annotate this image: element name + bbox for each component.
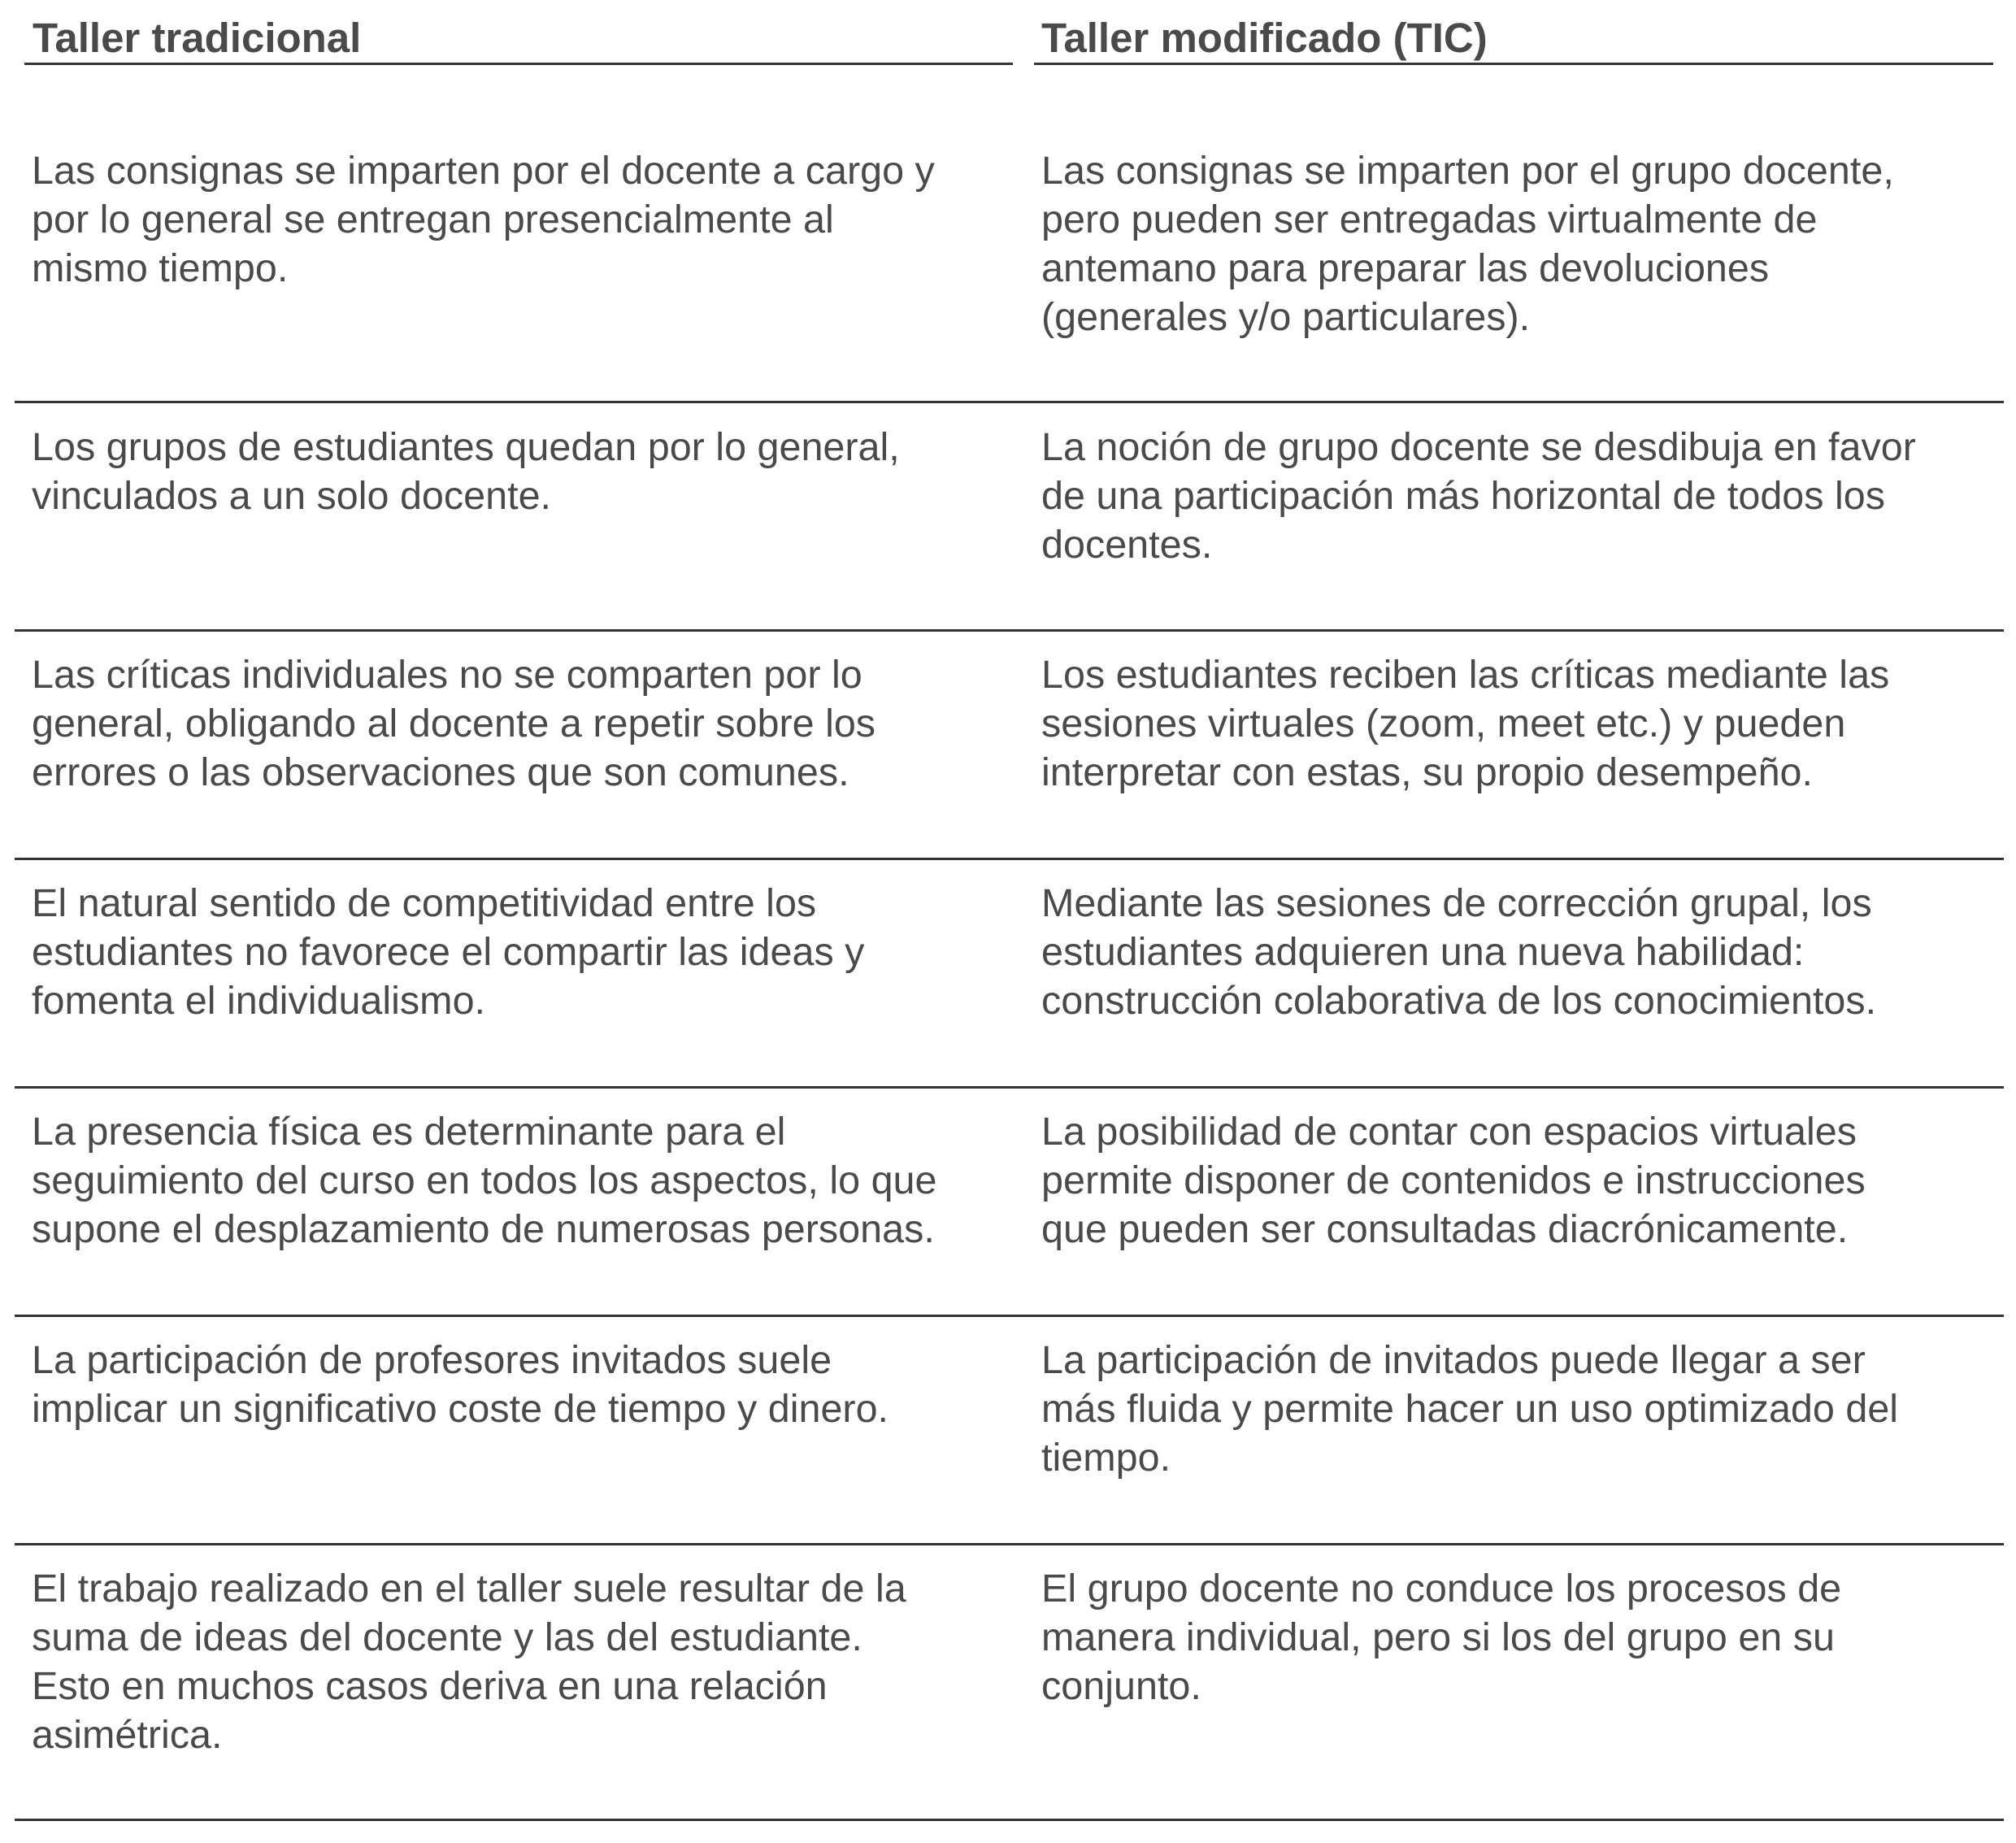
row-3-modified-cell [1041,650,1996,797]
header-taller-modificado: Taller modificado (TIC) [1034,11,1993,65]
line: El grupo docente no conduce los procesos de [1041,1567,1842,1610]
line: El natural sentido de competitividad entre los [32,881,817,925]
line: más fluida y permite hacer un uso optimizado del [1041,1387,1899,1431]
line: implicar un significativo coste de tiempo y dinero. [32,1387,889,1431]
row-4-traditional-cell [32,879,1023,1025]
row-divider [15,629,2004,632]
line: Las consignas se imparten por el docente a cargo y [32,149,935,193]
line: asimétrica. [32,1713,223,1757]
row-7-traditional-cell [32,1564,1023,1759]
line: errores o las observaciones que son comunes. [32,750,849,794]
row-7-modified-cell [1041,1564,1996,1710]
line: mismo tiempo. [32,246,289,290]
line: La participación de invitados puede llegar a ser [1041,1338,1866,1382]
line: de una participación más horizontal de todos los [1041,474,1885,518]
line: general, obligando al docente a repetir sobre los [32,702,876,745]
line: estudiantes adquieren una nueva habilidad: [1041,930,1805,974]
row-1-modified-cell [1041,146,1996,341]
line: interpretar con estas, su propio desempeño. [1041,750,1813,794]
line: por lo general se entregan presencialmente al [32,198,834,241]
row-4-modified-cell [1041,879,1996,1025]
row-6-modified-cell [1041,1336,1996,1482]
row-3-traditional-cell [32,650,1023,797]
line: sesiones virtuales (zoom, meet etc.) y pueden [1041,702,1846,745]
line: fomenta el individualismo. [32,979,486,1023]
line: suma de ideas del docente y las del estudiante. [32,1615,862,1659]
row-5-modified-cell [1041,1107,1996,1254]
row-divider [15,1543,2004,1545]
line: Las consignas se imparten por el grupo docente, [1041,149,1894,193]
line: La noción de grupo docente se desdibuja en favor [1041,425,1916,469]
line: Mediante las sesiones de corrección grupal, los [1041,881,1872,925]
line: Los estudiantes reciben las críticas mediante las [1041,653,1890,697]
line: La presencia física es determinante para el [32,1110,786,1154]
row-divider [15,1315,2004,1317]
header-taller-tradicional: Taller tradicional [24,11,1013,65]
line: construcción colaborativa de los conocimientos. [1041,979,1877,1023]
row-6-traditional-cell [32,1336,1023,1433]
row-divider [15,858,2004,860]
line: El trabajo realizado en el taller suele resultar de la [32,1567,906,1610]
line: Esto en muchos casos deriva en una relación [32,1664,828,1708]
line: docentes. [1041,523,1213,567]
line: estudiantes no favorece el compartir las ideas y [32,930,865,974]
line: antemano para preparar las devoluciones [1041,246,1770,290]
line: Los grupos de estudiantes quedan por lo general, [32,425,900,469]
line: conjunto. [1041,1664,1201,1708]
row-divider [15,1086,2004,1089]
line: que pueden ser consultadas diacrónicamente. [1041,1207,1849,1251]
line: supone el desplazamiento de numerosas personas. [32,1207,935,1251]
line: (generales y/o particulares). [1041,295,1531,339]
line: La participación de profesores invitados suele [32,1338,832,1382]
line: Las críticas individuales no se comparten por lo [32,653,862,697]
line: La posibilidad de contar con espacios virtuales [1041,1110,1857,1154]
line: seguimiento del curso en todos los aspectos, lo que [32,1158,937,1202]
line: permite disponer de contenidos e instrucciones [1041,1158,1866,1202]
row-divider [15,401,2004,403]
table-bottom-border [15,1819,2004,1821]
row-2-modified-cell [1041,423,1996,569]
row-5-traditional-cell [32,1107,1023,1254]
row-2-traditional-cell [32,423,1023,520]
line: pero pueden ser entregadas virtualmente de [1041,198,1818,241]
line: manera individual, pero si los del grupo en su [1041,1615,1835,1659]
row-1-traditional-cell [32,146,1023,293]
line: vinculados a un solo docente. [32,474,552,518]
line: tiempo. [1041,1436,1171,1480]
